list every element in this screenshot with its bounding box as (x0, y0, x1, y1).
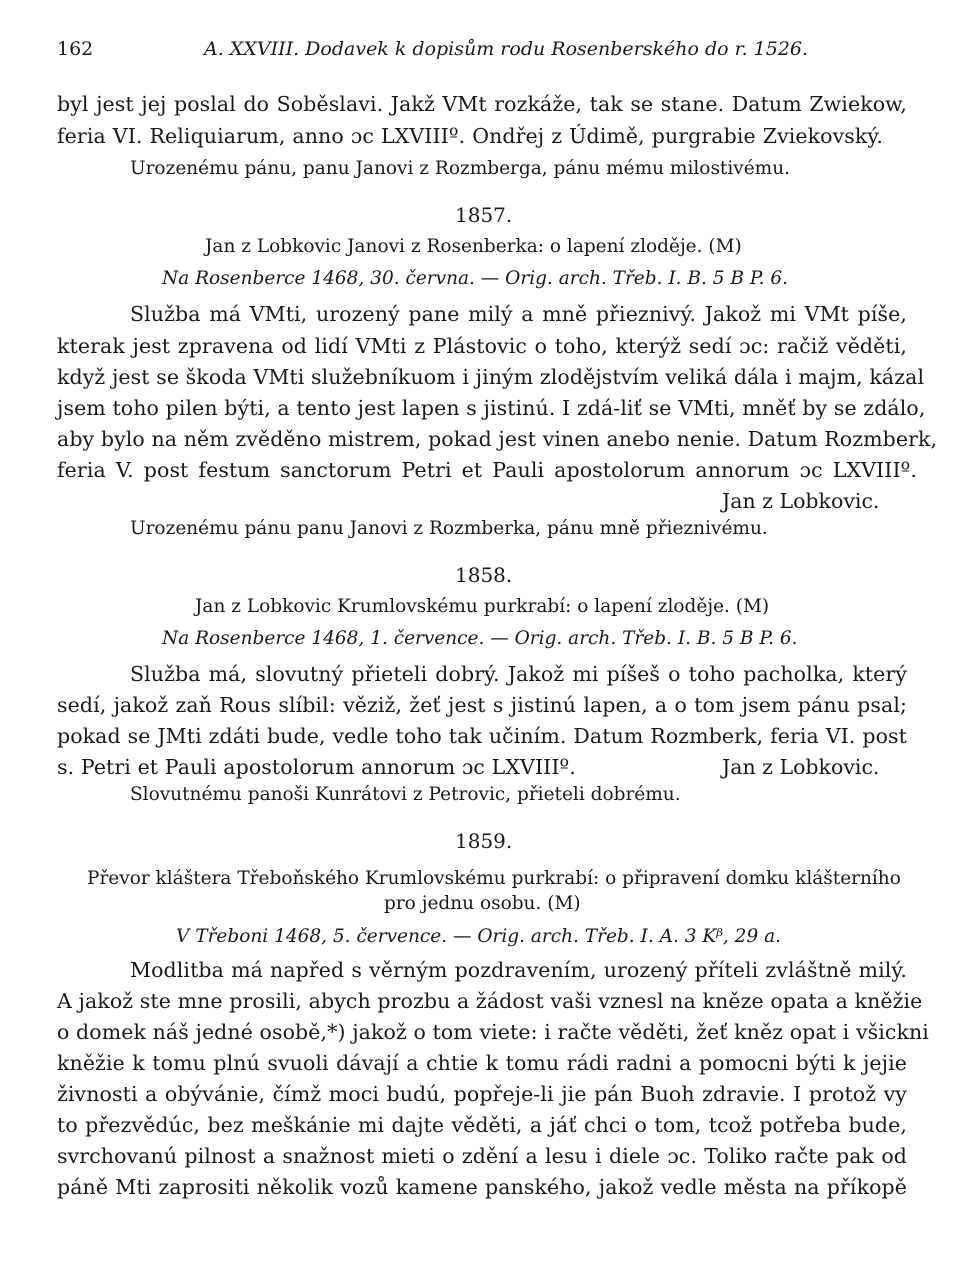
letter-text-line: A jakož ste mne prosili, abych prozbu a žádost vaši vznesl na kněze opata a kněžie (57, 989, 923, 1013)
letter-citation: V Třeboni 1468, 5. července. — Orig. arch. Třeb. I. A. 3 Kᵝ, 29 a. (176, 926, 782, 947)
letter-text-line: svrchovanú pilnost a snažnost mieti o zdění a lesu i diele ɔc. Toliko račte pak od (57, 1144, 907, 1168)
letter-heading: Jan z Lobkovic Janovi z Rosenberka: o lapení zloděje. (M) (205, 236, 742, 257)
letter-text-line: kterak jest zpravena od lidí VMti z Plástovic o toho, kterýž sedí ɔc: račiž věděti, (57, 334, 907, 358)
letter-text-line: pokad se JMti zdáti bude, vedle toho tak učiním. Datum Rozmberk, feria VI. post (57, 724, 907, 748)
intro-line: feria VI. Reliquiarum, anno ɔc LXVIIIº. Ondřej z Údimě, purgrabie Zviekovský. (57, 124, 883, 148)
page-header (57, 38, 907, 68)
letter-text-line: živnosti a obývánie, čímž moci budú, popřeje-li jie pán Buoh zdravie. I protož vy (57, 1082, 907, 1106)
letter-address: Slovutnému panoši Kunrátovi z Petrovic, přieteli dobrému. (130, 784, 681, 805)
letter-text-line: páně Mti zaprositi několik vozů kamene panského, jakož vedle města na příkopě (57, 1175, 907, 1199)
letter-signature: Jan z Lobkovic. (722, 489, 880, 513)
letter-number: 1859. (455, 829, 513, 853)
letter-citation: Na Rosenberce 1468, 30. června. — Orig. arch. Třeb. I. B. 5 B P. 6. (162, 268, 789, 289)
letter-text-line: Modlitba má napřed s věrným pozdravením, urozený příteli zvláštně milý. (130, 958, 907, 982)
letter-heading: Převor kláštera Třeboňského Krumlovskému purkrabí: o připravení domku klášterního (87, 868, 901, 889)
letter-heading: Jan z Lobkovic Krumlovskému purkrabí: o lapení zloděje. (M) (195, 596, 770, 617)
letter-text-line: o domek náš jedné osobě,*) jakož o tom viete: i račte věděti, žeť kněz opat i všickni (57, 1020, 929, 1044)
intro-line: byl jest jej poslal do Soběslavi. Jakž VMt rozkáže, tak se stane. Datum Zwiekow, (57, 92, 907, 116)
page-number: 162 (57, 38, 94, 60)
letter-text-line: to přezvědúc, bez meškánie mi dajte věděti, a jáť chci o tom, tcož potřeba bude, (57, 1113, 907, 1137)
letter-text-line: feria V. post festum sanctorum Petri et Pauli apostolorum annorum ɔc LXVIIIº. (57, 458, 917, 482)
letter-signature: Jan z Lobkovic. (722, 755, 880, 779)
letter-text-line: s. Petri et Pauli apostolorum annorum ɔc LXVIIIº. (57, 755, 576, 779)
letter-address: Urozenému pánu panu Janovi z Rozmberka, pánu mně přieznivému. (130, 518, 768, 539)
letter-citation: Na Rosenberce 1468, 1. července. — Orig. arch. Třeb. I. B. 5 B P. 6. (162, 628, 798, 649)
letter-text-line: jsem toho pilen býti, a tento jest lapen s jistinú. I zdá-liť se VMti, mněť by se zdálo, (57, 396, 926, 420)
letter-number: 1857. (455, 203, 513, 227)
letter-heading: pro jednu osobu. (M) (384, 893, 581, 914)
letter-number: 1858. (455, 563, 513, 587)
letter-text-line: Služba má VMti, urozený pane milý a mně přieznivý. Jakož mi VMt píše, (130, 302, 907, 326)
letter-text-line: Služba má, slovutný přieteli dobrý. Jakož mi píšeš o toho pacholka, který (130, 662, 907, 686)
letter-text-line: když jest se škoda VMti služebníkuom i jiným zlodějstvím veliká dála i majm, kázal (57, 365, 925, 389)
letter-text-line: sedí, jakož zaň Rous slíbil: věziž, žeť jest s jistinú lapen, a o tom jsem pánu psal; (57, 693, 907, 717)
intro-address: Urozenému pánu, panu Janovi z Rozmberga, pánu mému milostivému. (130, 158, 791, 179)
letter-text-line: aby bylo na něm zvěděno mistrem, pokad jest vinen anebo nenie. Datum Rozmberk, (57, 427, 938, 451)
running-title: A. XXVIII. Dodavek k dopisům rodu Rosenberského do r. 1526. (204, 38, 809, 60)
letter-text-line: kněžie k tomu plnú svuoli dávají a chtie k tomu rádi radni a pomocni býti k jejie (57, 1051, 907, 1075)
